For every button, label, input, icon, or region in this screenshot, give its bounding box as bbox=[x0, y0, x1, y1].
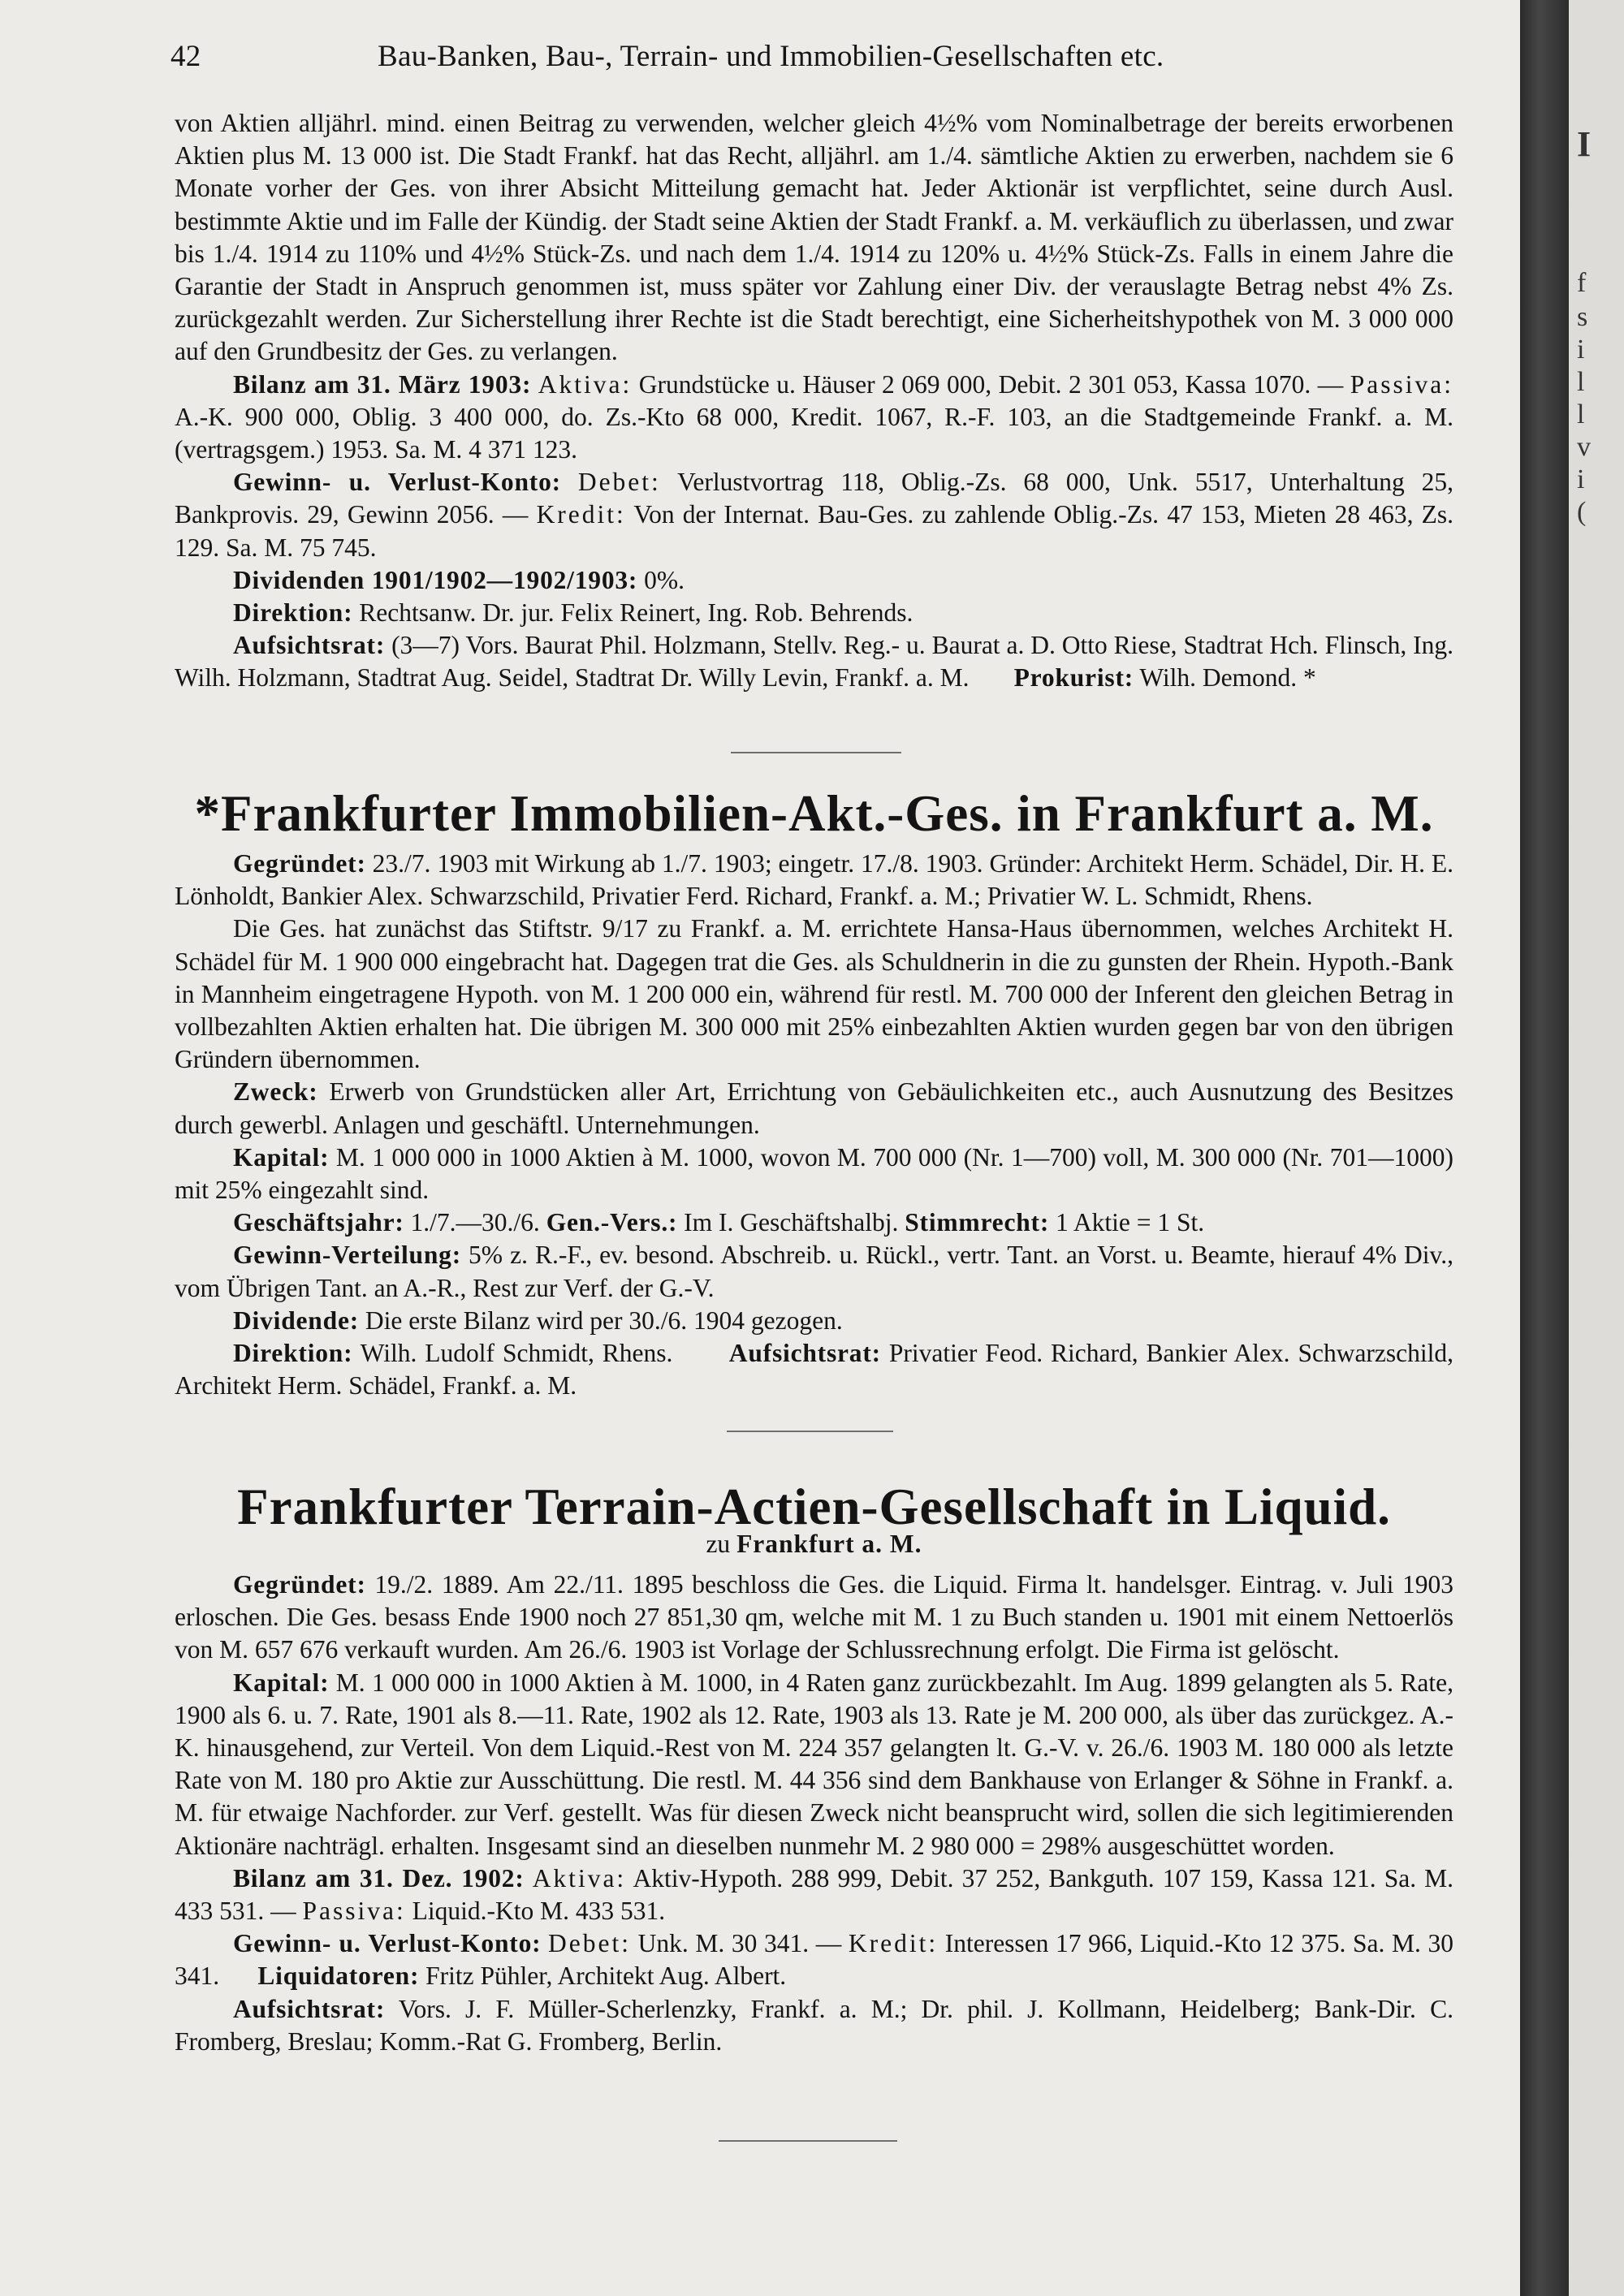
dividende-entry: Dividende: Die erste Bilanz wird per 30./6. 1904 gezogen. bbox=[233, 1306, 843, 1335]
company-title-terrain: Frankfurter Terrain-Actien-Gesellschaft in Liquid. bbox=[237, 1478, 1391, 1535]
adjacent-page-fragment: l bbox=[1577, 399, 1585, 429]
adjacent-page-fragment: f bbox=[1577, 268, 1587, 298]
adjacent-page-fragment: i bbox=[1577, 334, 1585, 365]
adjacent-page-fragment: i bbox=[1577, 464, 1585, 494]
running-header bbox=[171, 39, 1453, 80]
aufsichtsrat-entry: Aufsichtsrat: (3—7) Vors. Baurat Phil. Holzmann, Stellv. Reg.- u. Baurat a. D. Otto Riese, Stadtrat Hch. Flinsch, Ing. Wilh. Holzmann, Stadtrat Aug. Seidel, Stadtrat Dr. Willy Levin, Frankf. a. M. Prokurist: Wilh. Demond. * bbox=[175, 631, 1454, 693]
adjacent-page-fragment: v bbox=[1577, 432, 1591, 462]
page-number: 42 bbox=[171, 40, 201, 73]
section-divider bbox=[731, 752, 901, 753]
section-immobilien bbox=[175, 848, 1453, 1402]
adjacent-page-fragment: s bbox=[1577, 302, 1588, 332]
adjacent-page-fragment: I bbox=[1577, 124, 1592, 164]
section-continuation bbox=[175, 107, 1453, 695]
geschaeftsjahr-entry: Geschäftsjahr: 1./7.—30./6. Gen.-Vers.: Im I. Geschäftshalbj. Stimmrecht: 1 Aktie = 1 St. bbox=[233, 1208, 1205, 1237]
zweck-entry: Zweck: Erwerb von Grundstücken aller Art, Errichtung von Gebäulichkeiten etc., auch Ausnutzung des Besitzes durch gewerbl. Anlagen und geschäftl. Unternehmungen. bbox=[175, 1077, 1453, 1139]
gewinn-verlust-entry: Gewinn- u. Verlust-Konto: Debet: Verlustvortrag 118, Oblig.-Zs. 68 000, Unk. 5517, Unterhaltung 25, Bankprovis. 29, Gewinn 2056. — Kredit: Von der Internat. Bau-Ges. zu zahlende Oblig.-Zs. 47 153, Mieten 28 463, Zs. 129. Sa. M. 75 745. bbox=[175, 468, 1454, 562]
dividenden-entry: Dividenden 1901/1902—1902/1903: 0%. bbox=[233, 565, 685, 594]
section-terrain bbox=[175, 1569, 1453, 2058]
paragraph-hansa-haus: Die Ges. hat zunächst das Stiftstr. 9/17 zu Frankf. a. M. errichtete Hansa-Haus übernommen, welches Architekt H. Schädel für M. 1 900 000 eingebracht hat. Dagegen trat die Ges. als Schuldnerin in die zu gunsten der Rhein. Hypoth.-Bank in Mannheim eingetragene Hypoth. von M. 1 200 000 ein, während für restl. M. 700 000 der Inferent den gleichen Betrag in vollbezahlten Aktien erhalten hat. Die übrigen M. 300 000 mit 25% einbezahlten Aktien wurden gegen bar von den übrigen Gründern übernommen. bbox=[175, 914, 1453, 1074]
gewinn-verlust-entry: Gewinn- u. Verlust-Konto: Debet: Unk. M. 30 341. — Kredit: Interessen 17 966, Liquid.-Kto 12 375. Sa. M. 30 341. Liquidatoren: Fritz Pühler, Architekt Aug. Albert. bbox=[175, 1929, 1454, 1991]
direktion-aufsichtsrat-entry: Direktion: Wilh. Ludolf Schmidt, Rhens. Aufsichtsrat: Privatier Feod. Richard, Bankier Alex. Schwarzschild, Architekt Herm. Schädel, Frankf. a. M. bbox=[175, 1339, 1454, 1400]
gewinn-verteilung-entry: Gewinn-Verteilung: 5% z. R.-F., ev. besond. Abschreib. u. Rückl., vertr. Tant. an Vorst. u. Beamte, hierauf 4% Div., vom Übrigen Tant. an A.-R., Rest zur Verf. der G.-V. bbox=[175, 1241, 1454, 1302]
adjacent-page-fragment: l bbox=[1577, 367, 1585, 397]
paragraph-obligations: von Aktien alljährl. mind. einen Beitrag zu verwenden, welcher gleich 4½% vom Nominalbetrage der bereits erworbenen Aktien plus M. 13 000 ist. Die Stadt Frankf. hat das Recht, alljährl. am 1./4. sämtliche Aktien zu erwerben, nachdem sie 6 Monate vorher der Ges. von ihrer Absicht Mitteilung gemacht hat. Jeder Aktionär ist verpflichtet, seine durch Ausl. bestimmte Aktie und im Falle der Kündig. der Stadt seine Aktien der Stadt Frankf. a. M. verkäuflich zu überlassen, und zwar bis 1./4. 1914 zu 110% und 4½% Stück-Zs. und nach dem 1./4. 1914 zu 120% u. 4½% Stück-Zs. Falls in einem Jahre die Garantie der Stadt in Anspruch genommen ist, muss später vor Zahlung einer Div. der verauslagte Betrag nebst 4% Zs. zurückgezahlt werden. Zur Sicherstellung ihrer Rechte ist die Stadt berechtigt, eine Sicherheitshypothek von M. 3 000 000 auf den Grundbesitz der Ges. zu verlangen. bbox=[175, 109, 1453, 366]
direktion-entry: Direktion: Rechtsanw. Dr. jur. Felix Reinert, Ing. Rob. Behrends. bbox=[233, 598, 914, 628]
section-divider bbox=[727, 1431, 893, 1432]
book-gutter bbox=[1520, 0, 1569, 2296]
gegruendet-entry: Gegründet: 19./2. 1889. Am 22./11. 1895 beschloss die Ges. die Liquid. Firma lt. handelsger. Eintrag. v. Juli 1903 erloschen. Die Ges. besass Ende 1900 noch 27 851,30 qm, welche mit M. 1 zu Buch standen u. 1901 mit einem Nettoerlös von M. 657 676 verkauft wurden. Am 26./6. 1903 ist Vorlage der Schlussrechnung erfolgt. Die Firma ist gelöscht. bbox=[175, 1570, 1454, 1664]
kapital-entry: Kapital: M. 1 000 000 in 1000 Aktien à M. 1000, wovon M. 700 000 (Nr. 1—700) voll, M. 300 000 (Nr. 701—1000) mit 25% eingezahlt sind. bbox=[175, 1142, 1453, 1205]
gegruendet-entry: Gegründet: 23./7. 1903 mit Wirkung ab 1./7. 1903; eingetr. 17./8. 1903. Gründer: Architekt Herm. Schädel, Dir. H. E. Lönholdt, Bankier Alex. Schwarzschild, Privatier Ferd. Richard, Frankf. a. M.; Privatier W. L. Schmidt, Rhens. bbox=[175, 849, 1453, 911]
header-title: Bau-Banken, Bau-, Terrain- und Immobilien-Gesellschaften etc. bbox=[378, 40, 1164, 73]
section-divider bbox=[719, 2140, 897, 2142]
adjacent-page-edge bbox=[1569, 0, 1624, 2296]
company-subtitle: zu Frankfurt a. M. bbox=[706, 1530, 922, 1558]
bilanz-entry: Bilanz am 31. Dez. 1902: Aktiva: Aktiv-Hypoth. 288 999, Debit. 37 252, Bankguth. 107 159, Kassa 121. Sa. M. 433 531. — Passiva: Liquid.-Kto M. 433 531. bbox=[175, 1863, 1454, 1926]
bilanz-entry: Bilanz am 31. März 1903: Aktiva: Grundstücke u. Häuser 2 069 000, Debit. 2 301 053, Kassa 1070. — Passiva: A.-K. 900 000, Oblig. 3 400 000, do. Zs.-Kto 68 000, Kredit. 1067, R.-F. 103, an die Stadtgemeinde Frankf. a. M. (vertragsgem.) 1953. Sa. M. 4 371 123. bbox=[175, 369, 1454, 464]
adjacent-page-fragment: ( bbox=[1577, 497, 1587, 527]
aufsichtsrat-entry: Aufsichtsrat: Vors. J. F. Müller-Scherlenzky, Frankf. a. M.; Dr. phil. J. Kollmann, Heidelberg; Bank-Dir. C. Fromberg, Breslau; Komm.-Rat G. Fromberg, Berlin. bbox=[175, 1994, 1453, 2056]
kapital-entry: Kapital: M. 1 000 000 in 1000 Aktien à M. 1000, in 4 Raten ganz zurückbezahlt. Im Aug. 1899 gelangten als 5. Rate, 1900 als 6. u. 7. Rate, 1901 als 8.—11. Rate, 1902 als 12. Rate, 1903 als 13. Rate je M. 200 000, als über das zurückgez. A.-K. hinausgehend, zur Verteil. Von dem Liquid.-Rest von M. 224 357 gelangten lt. G.-V. v. 26./6. 1903 M. 180 000 als letzte Rate von M. 180 pro Aktie zur Ausschüttung. Die restl. M. 44 356 sind dem Bankhause von Erlanger & Söhne in Frankf. a. M. für etwaige Nachforder. zur Verf. gestellt. Was für diesen Zweck nicht beansprucht wird, sollen die sich legitimierenden Aktionäre nachträgl. erhalten. Insgesamt sind an dieselben nunmehr M. 2 980 000 = 298% ausgeschüttet worden. bbox=[175, 1668, 1454, 1860]
company-title-immobilien: *Frankfurter Immobilien-Akt.-Ges. in Frankfurt a. M. bbox=[194, 785, 1434, 842]
